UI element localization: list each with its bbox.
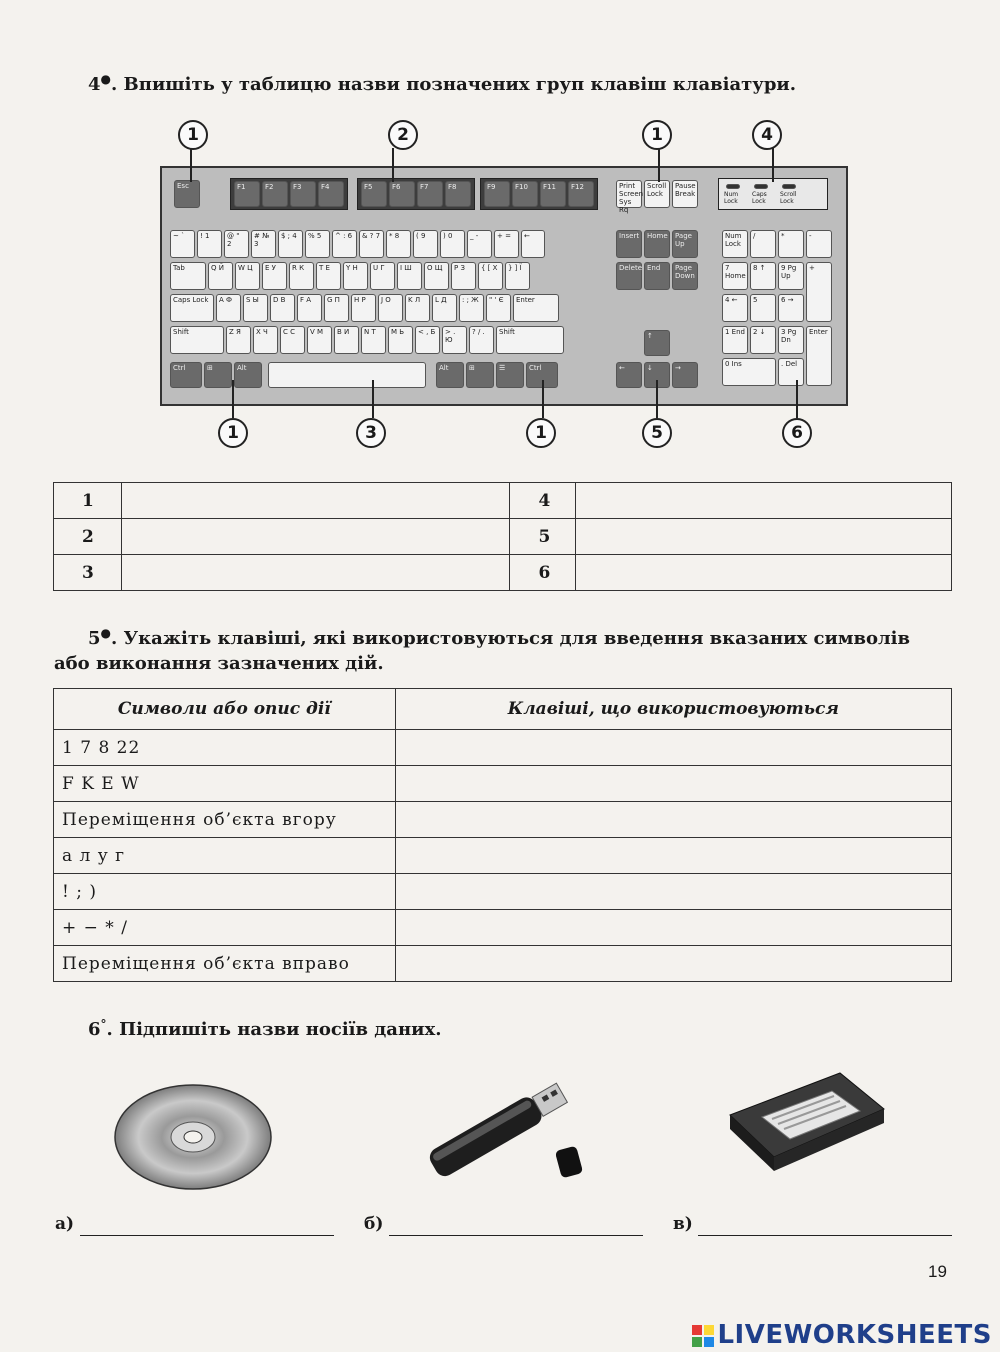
key-space <box>268 362 426 388</box>
key-main: Y Н <box>343 262 368 290</box>
group-number-cell: 3 <box>54 555 122 591</box>
key-main: H Р <box>351 294 376 322</box>
key-main: ← <box>521 230 545 258</box>
keys-answer-cell[interactable] <box>395 874 951 910</box>
key-numpad: Num Lock <box>722 230 748 258</box>
key-main: W Ц <box>235 262 260 290</box>
answer-line-a[interactable] <box>80 1235 334 1236</box>
indicator-label: Num Lock <box>724 191 739 205</box>
key-main: Tab <box>170 262 206 290</box>
key-main: E У <box>262 262 287 290</box>
key-function: F3 <box>290 181 316 207</box>
key-navigation: End <box>644 262 670 290</box>
task4-table-row <box>54 519 952 555</box>
key-main: A Ф <box>216 294 241 322</box>
group-name-answer-cell[interactable] <box>121 555 510 591</box>
key-numpad: . Del <box>778 358 804 386</box>
key-function: F11 <box>540 181 566 207</box>
key-system: Scroll Lock <box>644 180 670 208</box>
key-function: F2 <box>262 181 288 207</box>
answer-label-b: б) <box>364 1214 384 1234</box>
hard-disk-drive-image <box>722 1065 890 1175</box>
liveworksheets-icon <box>692 1325 714 1347</box>
liveworksheets-logo <box>692 1320 992 1350</box>
key-main: ! 1 <box>197 230 222 258</box>
answer-line-b[interactable] <box>389 1235 643 1236</box>
callout-leader-line <box>796 380 798 418</box>
symbols-cell: Переміщення об’єкта вправо <box>54 946 396 982</box>
key-main: : ; Ж <box>459 294 484 322</box>
key-main: X Ч <box>253 326 278 354</box>
group-number-cell: 2 <box>54 519 122 555</box>
key-main: Caps Lock <box>170 294 214 322</box>
key-main: # № 3 <box>251 230 276 258</box>
key-main: & ? 7 <box>359 230 384 258</box>
key-system: Print Screen Sys Rq <box>616 180 642 208</box>
key-modifier: Ctrl <box>170 362 202 388</box>
task5-table-row <box>54 730 952 766</box>
key-main: L Д <box>432 294 457 322</box>
task5-table-row <box>54 802 952 838</box>
key-modifier: ⊞ <box>466 362 494 388</box>
key-numpad: 4 ← <box>722 294 748 322</box>
task5-col1-header: Символи або опис дії <box>54 689 396 730</box>
task5-table-row <box>54 874 952 910</box>
callout-number: 1 <box>642 120 672 150</box>
key-numpad: * <box>778 230 804 258</box>
callout-leader-line <box>542 380 544 418</box>
key-function: F8 <box>445 181 471 207</box>
callout-number: 4 <box>752 120 782 150</box>
key-numpad: 7 Home <box>722 262 748 290</box>
key-main: T Е <box>316 262 341 290</box>
key-main: Shift <box>170 326 224 354</box>
callout-number: 5 <box>642 418 672 448</box>
task5-table <box>53 688 952 982</box>
key-main: _ - <box>467 230 492 258</box>
key-main: { [ Х <box>478 262 503 290</box>
key-modifier: ⊞ <box>204 362 232 388</box>
key-main: U Г <box>370 262 395 290</box>
task6-heading <box>88 1017 441 1040</box>
symbols-cell: F K E W <box>54 766 396 802</box>
key-numpad: - <box>806 230 832 258</box>
task4-table-row <box>54 483 952 519</box>
key-numpad: 9 Pg Up <box>778 262 804 290</box>
key-main: ~ ` <box>170 230 195 258</box>
callout-leader-line <box>656 380 658 418</box>
callout-number: 2 <box>388 120 418 150</box>
key-function: F7 <box>417 181 443 207</box>
key-main: ^ : 6 <box>332 230 357 258</box>
key-main: G П <box>324 294 349 322</box>
task6-text: . Підпишіть назви носіїв даних. <box>106 1019 442 1040</box>
key-main: Enter <box>513 294 559 322</box>
group-name-answer-cell[interactable] <box>121 483 510 519</box>
key-main: @ " 2 <box>224 230 249 258</box>
key-main: ? / . <box>469 326 494 354</box>
key-main: O Щ <box>424 262 449 290</box>
key-navigation: Insert <box>616 230 642 258</box>
key-navigation: Page Up <box>672 230 698 258</box>
answer-line-c[interactable] <box>698 1235 952 1236</box>
symbols-cell: + − * / <box>54 910 396 946</box>
task5-heading <box>88 626 958 649</box>
callout-number: 6 <box>782 418 812 448</box>
key-main: R К <box>289 262 314 290</box>
key-numpad: 1 End <box>722 326 748 354</box>
key-main: Q Й <box>208 262 233 290</box>
key-function: F4 <box>318 181 344 207</box>
key-system: Pause Break <box>672 180 698 208</box>
key-navigation: Home <box>644 230 670 258</box>
task5-table-row <box>54 766 952 802</box>
key-main: S Ы <box>243 294 268 322</box>
key-main: V М <box>307 326 332 354</box>
key-main: > . Ю <box>442 326 467 354</box>
usb-flash-drive-image <box>412 1070 592 1180</box>
callout-leader-line <box>372 380 374 418</box>
task4-text: . Впишіть у таблицю назви позначених груп клавіш клавіатури. <box>111 74 797 95</box>
indicator-led <box>754 184 768 189</box>
key-main: J О <box>378 294 403 322</box>
key-main: % 5 <box>305 230 330 258</box>
symbols-cell: 1 7 8 22 <box>54 730 396 766</box>
group-name-answer-cell[interactable] <box>576 483 952 519</box>
key-numpad: 5 <box>750 294 776 322</box>
task4-table <box>53 482 952 591</box>
group-number-cell: 4 <box>510 483 576 519</box>
callout-number: 1 <box>218 418 248 448</box>
callout-number: 1 <box>178 120 208 150</box>
group-number-cell: 5 <box>510 519 576 555</box>
key-function: F6 <box>389 181 415 207</box>
key-numpad: 8 ↑ <box>750 262 776 290</box>
key-numpad: + <box>806 262 832 322</box>
key-navigation: Delete <box>616 262 642 290</box>
key-modifier: Ctrl <box>526 362 558 388</box>
key-esc: Esc <box>174 180 200 208</box>
symbols-cell: Переміщення об’єкта вгору <box>54 802 396 838</box>
callout-leader-line <box>232 380 234 418</box>
key-arrow-up: ↑ <box>644 330 670 356</box>
keys-answer-cell[interactable] <box>395 838 951 874</box>
keyboard-illustration <box>160 118 850 458</box>
keys-answer-cell[interactable] <box>395 766 951 802</box>
key-modifier: Alt <box>234 362 262 388</box>
key-main: F А <box>297 294 322 322</box>
key-main: D В <box>270 294 295 322</box>
brand-text: LIVEWORKSHEETS <box>717 1320 992 1350</box>
indicator-led <box>726 184 740 189</box>
callout-leader-line <box>772 148 774 182</box>
keys-answer-cell[interactable] <box>395 910 951 946</box>
key-function: F1 <box>234 181 260 207</box>
key-numpad: 3 Pg Dn <box>778 326 804 354</box>
group-number-cell: 1 <box>54 483 122 519</box>
task5-number: 5 <box>88 628 101 649</box>
task5-text-line1: . Укажіть клавіші, які використовуються для введення вказаних символів <box>111 628 911 649</box>
task4-number: 4 <box>88 74 101 95</box>
key-main: K Л <box>405 294 430 322</box>
callout-leader-line <box>658 148 660 182</box>
key-main: I Ш <box>397 262 422 290</box>
key-numpad: 6 → <box>778 294 804 322</box>
task5-text-line2: або виконання зазначених дій. <box>54 653 384 674</box>
keys-answer-cell[interactable] <box>395 946 951 982</box>
key-modifier: Alt <box>436 362 464 388</box>
callout-leader-line <box>392 148 394 182</box>
key-main: M Ь <box>388 326 413 354</box>
key-main: < , Б <box>415 326 440 354</box>
task5-table-row <box>54 838 952 874</box>
key-arrow-left: ← <box>616 362 642 388</box>
symbols-cell: ! ; ) <box>54 874 396 910</box>
key-main: N Т <box>361 326 386 354</box>
task4-marker: ● <box>100 72 112 86</box>
key-function: F12 <box>568 181 594 207</box>
cd-disc-image <box>112 1083 274 1191</box>
key-numpad: 2 ↓ <box>750 326 776 354</box>
key-main: ( 9 <box>413 230 438 258</box>
key-main: + = <box>494 230 519 258</box>
key-navigation: Page Down <box>672 262 698 290</box>
key-main: ) 0 <box>440 230 465 258</box>
task5-table-row <box>54 910 952 946</box>
group-name-answer-cell[interactable] <box>576 555 952 591</box>
task4-heading <box>88 72 796 95</box>
key-main: Shift <box>496 326 564 354</box>
answer-label-c: в) <box>673 1214 693 1234</box>
task5-col2-header: Клавіші, що використовуються <box>395 689 951 730</box>
key-main: P З <box>451 262 476 290</box>
callout-number: 3 <box>356 418 386 448</box>
callout-number: 1 <box>526 418 556 448</box>
key-main: " ' Є <box>486 294 511 322</box>
key-main: * 8 <box>386 230 411 258</box>
task6-number: 6 <box>88 1019 101 1040</box>
indicator-led <box>782 184 796 189</box>
group-number-cell: 6 <box>510 555 576 591</box>
task6-marker: ° <box>100 1017 107 1031</box>
group-name-answer-cell[interactable] <box>576 519 952 555</box>
key-function: F5 <box>361 181 387 207</box>
task5-marker: ● <box>100 626 112 640</box>
indicator-label: Caps Lock <box>752 191 767 205</box>
answer-label-a: а) <box>55 1214 75 1234</box>
key-numpad: / <box>750 230 776 258</box>
key-main: B И <box>334 326 359 354</box>
task4-table-row <box>54 555 952 591</box>
callout-leader-line <box>190 148 192 182</box>
key-function: F9 <box>484 181 510 207</box>
key-main: Z Я <box>226 326 251 354</box>
key-main: C С <box>280 326 305 354</box>
key-modifier: ☰ <box>496 362 524 388</box>
keys-answer-cell[interactable] <box>395 730 951 766</box>
key-main: } ] Ї <box>505 262 530 290</box>
group-name-answer-cell[interactable] <box>121 519 510 555</box>
key-numpad: 0 Ins <box>722 358 776 386</box>
key-arrow-right: → <box>672 362 698 388</box>
key-main: $ ; 4 <box>278 230 303 258</box>
symbols-cell: а л у г <box>54 838 396 874</box>
key-arrow-down: ↓ <box>644 362 670 388</box>
key-numpad: Enter <box>806 326 832 386</box>
keys-answer-cell[interactable] <box>395 802 951 838</box>
page-number: 19 <box>928 1262 947 1281</box>
key-function: F10 <box>512 181 538 207</box>
indicator-label: Scroll Lock <box>780 191 797 205</box>
task5-table-row <box>54 946 952 982</box>
